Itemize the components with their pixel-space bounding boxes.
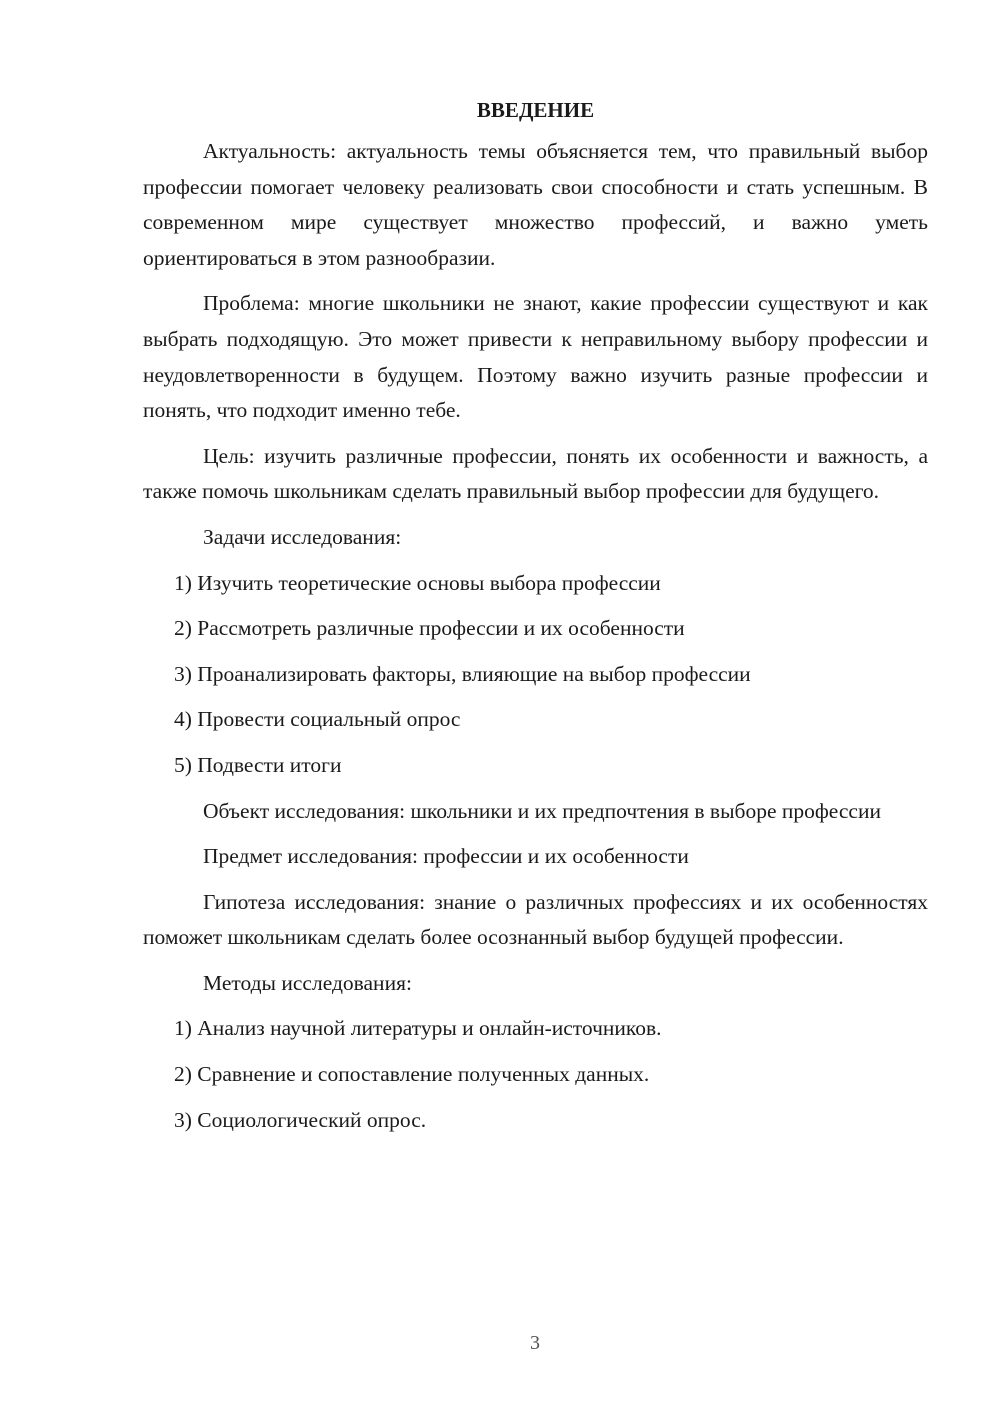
subject-paragraph: Предмет исследования: профессии и их особенности [203,844,689,869]
list-item: 5) Подвести итоги [174,752,342,777]
hypothesis-paragraph: Гипотеза исследования: знание о различных профессиях и их особенностях поможет школьникам сделать более осознанный выбор будущей профессии. [143,889,928,950]
page-number: 3 [530,1332,540,1354]
methods-label: Методы исследования: [203,970,412,995]
problem-paragraph: Проблема: многие школьники не знают, какие профессии существуют и как выбрать подходящую. Это может привести к неправильному выбору профессии и неудовлетворенности в будущем. Поэтому важно изучить разные профессии и понять, что подходит именно тебе. [143,291,928,423]
page-title: ВВЕДЕНИЕ [476,98,595,122]
list-item: 1) Анализ научной литературы и онлайн-источников. [174,1016,662,1041]
tasks-label: Задачи исследования: [203,524,402,549]
list-item: 2) Рассмотреть различные профессии и их особенности [174,616,685,641]
document-page [143,92,928,1148]
tasks-list [143,566,928,784]
goal-paragraph: Цель: изучить различные профессии, понять их особенности и важность, а также помочь школьникам сделать правильный выбор профессии для будущего. [143,443,928,504]
list-item: 2) Сравнение и сопоставление полученных данных. [174,1062,650,1087]
list-item: 3) Проанализировать факторы, влияющие на выбор профессии [174,661,751,686]
object-paragraph: Объект исследования: школьники и их предпочтения в выборе профессии [203,798,881,823]
relevance-paragraph: Актуальность: актуальность темы объясняется тем, что правильный выбор профессии помогает человеку реализовать свои способности и стать успешным. В современном мире существует множество профессий, и важно уметь ориентироваться в этом разнообразии. [143,139,928,270]
list-item: 3) Социологический опрос. [174,1107,427,1132]
list-item: 4) Провести социальный опрос [174,707,461,732]
methods-list [143,1011,928,1138]
list-item: 1) Изучить теоретические основы выбора профессии [174,570,661,595]
